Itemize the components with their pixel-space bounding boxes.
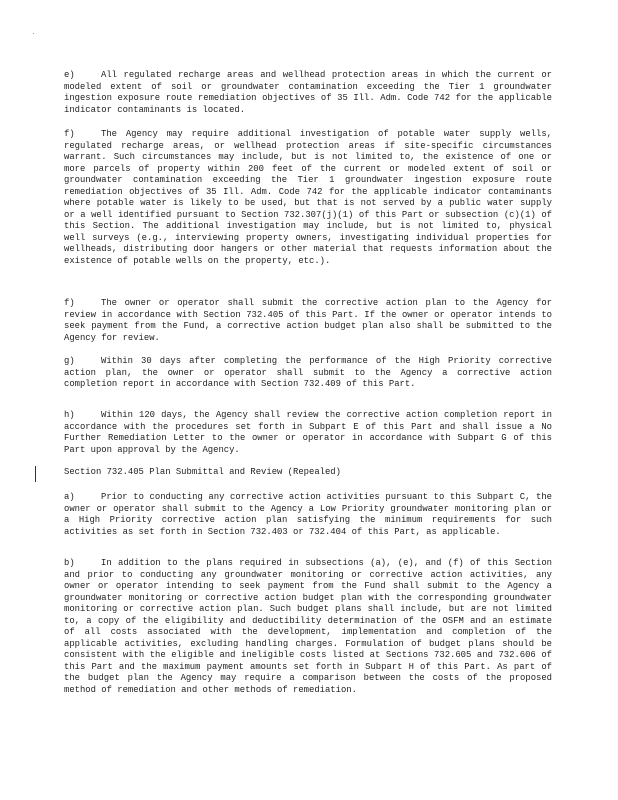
paragraph-f-investigation xyxy=(64,129,552,268)
paragraph-text: The Agency may require additional investigation of potable water supply wells, regulated recharge areas, or wellhead protection areas if site-specific circumstances warrant. Such circumstances may include, but is not limited to, the existence of one or more parcels of property within 200 feet of the current or modeled extent of soil or groundwater contamination exceeding the Tier 1 groundwater ingestion exposure route remediation objectives of 35 Ill. Adm. Code 742 for the applicable indicator contaminants where potable water is likely to be used, but that is not served by a public water supply or a well identified pursuant to Section 732.307(j)(1) of this Part or subsection (c)(1) of this Section. The additional investigation may include, but is not limited to, physical well surveys (e.g., interviewing property owners, investigating individual properties for wellheads, distributing door hangers or other material that requests information about the existence of potable wells on the property, etc.). xyxy=(64,129,552,267)
paragraph-text: Prior to conducting any corrective action activities pursuant to this Subpart C, the owner or operator shall submit to the Agency a Low Priority groundwater monitoring plan or a High Priority corrective action plan satisfying the minimum requirements for such activities as set forth in Section 732.403 or 732.404 of this Part, as applicable. xyxy=(64,492,552,537)
section-paragraph-a xyxy=(64,492,552,538)
paragraph-label: f) xyxy=(64,129,75,139)
section-paragraph-b xyxy=(64,558,552,697)
paragraph-text: In addition to the plans required in subsections (a), (e), and (f) of this Section and prior to conducting any groundwater monitoring or corrective action activities, any owner or operator intending to seek payment from the Fund shall submit to the Agency a groundwater monitoring or corrective action budget plan with the corresponding groundwater monitoring or corrective action plan. Such budget plans shall include, but are not limited to, a copy of the eligibility and deductibility determination of the OSFM and an estimate of all costs associated with the development, implementation and completion of the applicable activities, excluding handling charges. Formulation of budget plans should be consistent with the eligible and ineligible costs listed at Sections 732.605 and 732.606 of this Part and the maximum payment amounts set forth in Subpart H of this Part. As part of the budget plan the Agency may require a comparison between the costs of the proposed method of remediation and other methods of remediation. xyxy=(64,558,552,696)
scan-speck xyxy=(33,33,34,34)
revision-bar xyxy=(35,466,36,482)
paragraph-label: e) xyxy=(64,70,75,80)
paragraph-label: h) xyxy=(64,410,75,420)
section-heading: Section 732.405 Plan Submittal and Review (Repealed) xyxy=(64,467,341,477)
paragraph-text: The owner or operator shall submit the corrective action plan to the Agency for review in accordance with Section 732.405 of this Part. If the owner or operator intends to seek payment from the Fund, a corrective action budget plan also shall be submitted to the Agency for review. xyxy=(64,298,552,343)
paragraph-text: Within 120 days, the Agency shall review the corrective action completion report in accordance with the procedures set forth in Subpart E of this Part and shall issue a No Further Remediation Letter to the owner or operator in accordance with Subpart G of this Part upon approval by the Agency. xyxy=(64,410,552,455)
paragraph-text: Within 30 days after completing the performance of the High Priority corrective action plan, the owner or operator shall submit to the Agency a corrective action completion report in accordance with Section 732.409 of this Part. xyxy=(64,356,552,390)
paragraph-label: f) xyxy=(64,298,75,308)
paragraph-text: All regulated recharge areas and wellhead protection areas in which the current or modeled extent of soil or groundwater contamination exceeding the Tier 1 groundwater ingestion exposure route remediation objectives of 35 Ill. Adm. Code 742 for the applicable indicator contaminants is located. xyxy=(64,70,552,115)
paragraph-f-submit xyxy=(64,298,552,344)
paragraph-label: b) xyxy=(64,558,75,568)
paragraph-label: g) xyxy=(64,356,75,366)
paragraph-e xyxy=(64,70,552,116)
paragraph-label: a) xyxy=(64,492,75,502)
paragraph-h xyxy=(64,410,552,456)
paragraph-g xyxy=(64,356,552,391)
